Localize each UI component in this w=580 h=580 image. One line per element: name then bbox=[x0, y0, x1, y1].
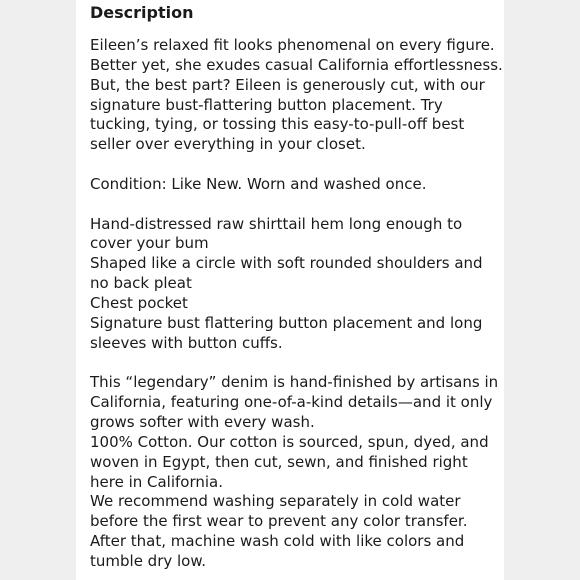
text-line: We recommend washing separately in cold water bbox=[90, 492, 461, 511]
text-line: But, the best part? Eileen is generously cut, with our bbox=[90, 75, 485, 94]
text-line: This “legendary” denim is hand-finished by artisans in bbox=[90, 373, 499, 392]
text-line: 100% Cotton. Our cotton is sourced, spun, dyed, and bbox=[90, 432, 489, 451]
condition-text: Condition: Like New. Worn and washed once. bbox=[90, 174, 427, 193]
text-line: before the first wear to prevent any color transfer. bbox=[90, 512, 468, 531]
text-line: California, featuring one-of-a-kind details—and it only bbox=[90, 393, 493, 412]
text-line: Signature bust flattering button placement and long bbox=[90, 313, 483, 332]
paragraph-spacer bbox=[90, 155, 496, 175]
text-line: here in California. bbox=[90, 472, 224, 491]
text-line: Better yet, she exudes casual California effortlessness. bbox=[90, 55, 503, 74]
description-panel bbox=[76, 0, 504, 580]
text-line: sleeves with button cuffs. bbox=[90, 333, 283, 352]
description-heading: Description bbox=[90, 3, 194, 22]
text-line: woven in Egypt, then cut, sewn, and finished right bbox=[90, 452, 468, 471]
text-line: no back pleat bbox=[90, 274, 192, 293]
details-paragraph bbox=[90, 373, 499, 571]
text-line: After that, machine wash cold with like colors and bbox=[90, 532, 465, 551]
text-line: grows softer with every wash. bbox=[90, 413, 315, 432]
paragraph-spacer bbox=[90, 354, 496, 374]
text-line: tucking, tying, or tossing this easy-to-pull-off best bbox=[90, 115, 465, 134]
description-content bbox=[90, 0, 503, 572]
text-line: Hand-distressed raw shirttail hem long enough to bbox=[90, 214, 463, 233]
text-line: seller over everything in your closet. bbox=[90, 135, 366, 154]
text-line: signature bust-flattering button placement. Try bbox=[90, 95, 443, 114]
text-line: tumble dry low. bbox=[90, 551, 207, 570]
paragraph-spacer bbox=[90, 195, 496, 215]
text-line: Chest pocket bbox=[90, 293, 188, 312]
text-line: cover your bum bbox=[90, 234, 209, 253]
features-list bbox=[90, 215, 496, 354]
text-line: Eileen’s relaxed fit looks phenomenal on every figure. bbox=[90, 36, 495, 54]
text-line: Shaped like a circle with soft rounded shoulders and bbox=[90, 254, 483, 273]
intro-paragraph bbox=[90, 36, 503, 155]
